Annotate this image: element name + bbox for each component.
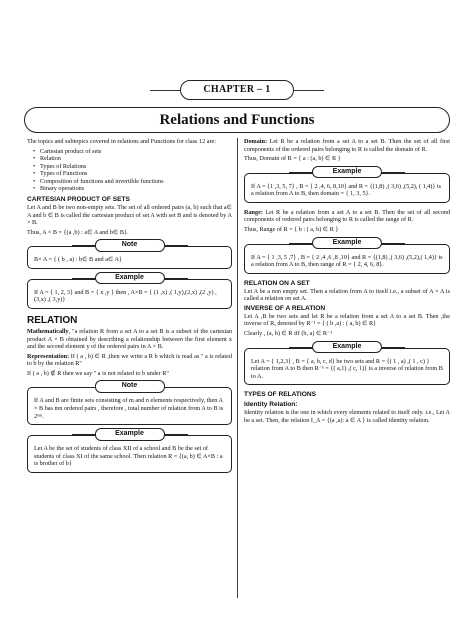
inverse-heading: INVERSE OF A RELATION (244, 304, 326, 312)
example-body: If A = { 1, 2, 3} and B = { x ,y } then , A×B = { (1 ,x) ,( 1,y),(2,x) ,(2 ,y) ,(3,x) ,( 3,y)} (27, 279, 232, 309)
representation-term: Representation: (27, 352, 70, 360)
list-item: • Types of Relations (33, 163, 232, 171)
example-box-4 (244, 238, 450, 274)
example-body: If A = { 1 ,3, 5 ,7} , B = { 2 ,4 ,6 ,8 ,10} and R = {(1,8) ,( 3,6) ,(5,2),( 1,4)} is a relation from A to B, then range of R = { 2, 4, 6, 8}. (244, 244, 450, 274)
representation-text (27, 353, 232, 368)
intro-text: The topics and subtopics covered in relations and Functions for class 12 are: (27, 138, 217, 145)
chapter-rule-right (294, 90, 324, 91)
cartesian-definition: Let A and B be two non-empty sets. The set of all ordered pairs (a, b) such that a∈ A and b ∈ B is called the cartesian product of set A with set B and is denoted by A × B. (27, 203, 232, 227)
relation-heading: RELATION (27, 314, 78, 326)
range-definition (244, 209, 450, 224)
relation-text: , "a relation R from a set A to a set B is a subset of the cartesian product A × B obtained by describing a relationship between the first element x and the second element y of the ordered pairs in A × B. (27, 328, 232, 351)
not-related-text: If ( a , b) ∉ R then we say " a is not related to b under R" (27, 369, 169, 377)
note-body: If A and B are finite sets consisting of m and n elements respectively, then A × B has mn ordered pairs , therefore , total number of relation from A to B is 2ᵐⁿ. (27, 387, 232, 425)
identity-text: Identity relation is the one in which every elements related to itself only. i.e., Let A be a set. Then, the relation I_A = {(a ,a): a ∈ A } is called identity relation. (244, 409, 450, 424)
example-label: Example (95, 272, 165, 285)
topic-list (33, 148, 232, 193)
column-divider (237, 138, 238, 598)
example-box-2 (27, 430, 232, 473)
inverse-clearly: Clearly , (a, b) ∈ R iff (b, a) ∈ R⁻¹ (244, 329, 333, 337)
example-box-5 (244, 342, 450, 386)
list-item: • Binary operations (33, 185, 232, 193)
chapter-rule-left (150, 90, 180, 91)
range-formula: Thus, Range of R = { b : ( a, b) ∈ R } (244, 225, 339, 233)
cartesian-formula: Thus, A × B = {(a ,b) : a∈ A and b∈ B}. (27, 228, 129, 236)
example-label: Example (312, 237, 382, 250)
right-column (244, 138, 450, 426)
relation-term: Mathematically (27, 328, 69, 336)
left-column (27, 138, 232, 479)
note-label: Note (95, 239, 165, 252)
note-box-2 (27, 382, 232, 425)
range-term: Range: (244, 208, 263, 216)
list-item: • Relation (33, 155, 232, 163)
domain-text: Let R be a relation from a set A to a set B. Then the set of all first components of the ordered pairs belonging to R is called the domain of R. (244, 138, 450, 153)
example-box-3 (244, 167, 450, 203)
example-label: Example (95, 428, 165, 441)
domain-definition (244, 138, 450, 153)
relation-definition (27, 328, 232, 351)
example-box-1 (27, 273, 232, 309)
example-body: If A = {1 ,3, 5, 7} , B = { 2 ,4, 6, 8,10} and R = {(1,8) ,( 3,6) ,(5,2), ( 1,4)} is a relation from A to B, then domain = { 1, 3, 5}. (244, 173, 450, 203)
chapter-label: CHAPTER – 1 (180, 80, 294, 100)
example-label: Example (312, 166, 382, 179)
note-body: B× A = { ( b , a) : b∈ B and a∈ A} (27, 246, 232, 269)
list-item: • Cartesian product of sets (33, 148, 232, 156)
types-heading: TYPES OF RELATIONS (244, 391, 317, 399)
example-body: Let A = { 1,2,3} , B = { a, b, c, d} be two sets and R = {( 1 , a) ,( 1 , c) } relation from A to B then R⁻¹ = {( a,1) ,( c, 1)} is a inverse of relation from B to A. (244, 348, 450, 386)
example-body: Let A be the set of students of class XII of a school and B be the set of students of class XI of the same school. Then relation R = {(a, b) ∈ A×B : a is brother of b} (27, 435, 232, 473)
relation-on-set-text: Let A be a non empty set. Then a relation from A to itself i.e., a subset of A × A is called a relation on set A. (244, 287, 450, 303)
example-label: Example (312, 341, 382, 354)
note-box-1 (27, 241, 232, 269)
list-item: • Types of Functions (33, 170, 232, 178)
range-text: Let R be a relation from a set A to a set B. Then the set of all second components of ordered pairs belonging to R is called the range of R. (244, 208, 450, 224)
list-item: • Composition of functions and invertible functions (33, 178, 232, 186)
inverse-definition: Let A ,B be two sets and let R be a relation from a set A to a set B. Then ,the inverse of R, denoted by R⁻¹ = { ( b ,a) : ( a, b) ∈ R} (244, 312, 450, 328)
domain-formula: Thus, Domain of R = { a : (a, b) ∈ R } (244, 155, 341, 163)
representation-body: If ( a , b) ∈ R ,then we write a R b which is read as " a is related to b by the relation R" (27, 352, 232, 368)
identity-heading: Identity Relation: (244, 401, 298, 409)
relation-on-set-heading: RELATION ON A SET (244, 279, 310, 287)
domain-term: Domain: (244, 138, 268, 145)
cartesian-heading: CARTESIAN PRODUCT OF SETS (27, 195, 130, 203)
page-title: Relations and Functions (24, 107, 450, 133)
note-label: Note (95, 380, 165, 393)
